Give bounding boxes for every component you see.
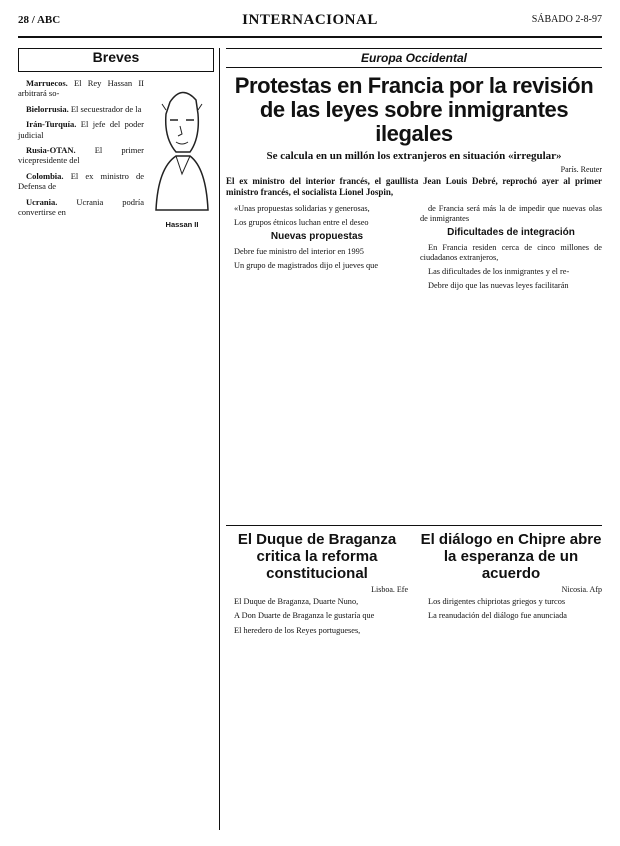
- breves-column: [18, 48, 214, 830]
- breve-lead: Bielorrusia.: [26, 103, 69, 114]
- section-title: INTERNACIONAL: [242, 12, 378, 28]
- cyprus-headline: El diálogo en Chipre abre la esperanza de un acuerdo: [420, 531, 602, 582]
- breves-title: Breves: [92, 49, 140, 65]
- subheading-integracion: Dificultades de integración: [447, 227, 575, 239]
- column-divider: [219, 48, 220, 830]
- section-tag: Europa Occidental: [226, 48, 602, 68]
- breve-lead: Colombia.: [26, 170, 64, 181]
- article-paragraph: Debre dijo que las nuevas leyes facilitarán: [428, 281, 569, 291]
- bottom-columns: [226, 526, 602, 640]
- bottom-stories: [226, 525, 602, 640]
- main-story: [226, 48, 602, 295]
- breve-lead: Rusia-OTAN.: [26, 145, 76, 156]
- main-byline: París. Reuter: [560, 165, 602, 174]
- portrait-caption: Hassan II: [165, 220, 199, 229]
- issue-date: SÁBADO 2-8-97: [531, 14, 602, 25]
- article-paragraph: A Don Duarte de Braganza le gustaría que: [234, 611, 375, 621]
- article-paragraph: Los grupos étnicos luchan entre el deseo: [234, 218, 369, 228]
- main-lead: El ex ministro del interior francés, el gaullista Jean Louis Debré, reprochó ayer al primer ministro francés, el socialista Lionel Jospin,: [226, 176, 602, 197]
- article-paragraph: «Unas propuestas solidarias y generosas,: [234, 204, 370, 213]
- portrait-drawing: [150, 80, 214, 220]
- cyprus-byline: Nicosia. Afp: [561, 585, 602, 594]
- main-subhead: Se calcula en un millón los extranjeros en situación «irregular»: [266, 150, 562, 162]
- article-paragraph: de Francia será más la de impedir que nuevas olas de inmigrantes: [420, 204, 602, 224]
- breve-text: El primer vicepresidente del: [18, 145, 144, 166]
- breve-text: El ex ministro de Defensa de: [18, 170, 145, 192]
- story-cyprus: [420, 526, 602, 640]
- main-columns: [226, 204, 602, 295]
- braganza-headline: El Duque de Braganza critica la reforma constitucional: [237, 531, 397, 582]
- breve-lead: Ucrania.: [26, 196, 58, 207]
- breve-text: El secuestrador de la: [70, 103, 142, 114]
- article-paragraph: Los dirigentes chipriotas griegos y turcos: [428, 597, 566, 607]
- article-paragraph: Las dificultades de los inmigrantes y el re-: [428, 267, 570, 277]
- article-paragraph: El Duque de Braganza, Duarte Nuno,: [234, 597, 359, 607]
- breve-lead: Irán-Turquía.: [26, 119, 77, 130]
- main-left-column: [226, 204, 408, 295]
- main-headline: Protestas en Francia por la revisión de las leyes sobre inmigrantes ilegales: [234, 73, 594, 146]
- subheading-nuevas-propuestas: Nuevas propuestas: [270, 231, 364, 243]
- breve-text: El Rey Hassan II arbitrará so-: [18, 78, 144, 99]
- article-paragraph: La reanudación del diálogo fue anunciada: [428, 611, 567, 621]
- article-paragraph: Debre fue ministro del interior en 1995: [234, 246, 364, 256]
- breve-text: Ucrania podría convertirse en: [18, 196, 144, 218]
- main-right-column: [420, 204, 602, 295]
- story-braganza: [226, 526, 408, 640]
- braganza-byline: Lisboa. Efe: [371, 585, 408, 594]
- page-header: [18, 10, 602, 38]
- article-paragraph: El heredero de los Reyes portugueses,: [234, 625, 361, 635]
- breve-text: El jefe del poder judicial: [18, 119, 145, 140]
- page-number: 28 / ABC: [18, 14, 61, 26]
- breves-title-box: [18, 48, 214, 72]
- article-paragraph: En Francia residen cerca de cinco millones de ciudadanos extranjeros,: [420, 242, 602, 262]
- article-paragraph: Un grupo de magistrados dijo el jueves que: [234, 260, 379, 270]
- breve-lead: Marruecos.: [26, 78, 68, 88]
- portrait-hassan: [150, 80, 214, 230]
